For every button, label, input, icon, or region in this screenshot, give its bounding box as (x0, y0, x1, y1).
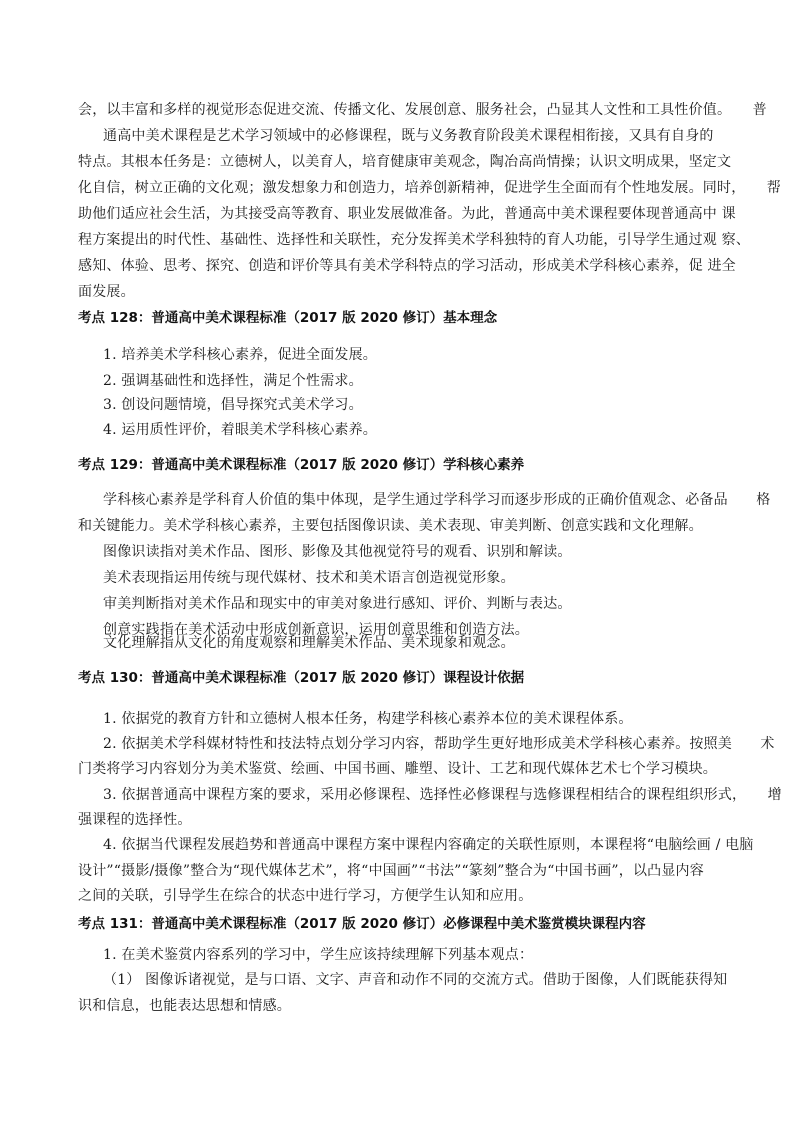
list-item: 1. 培养美术学科核心素养，促进全面发展。 (103, 347, 378, 363)
text-line: 感知、体验、思考、探究、创造和评价等具有美术学科特点的学习活动，形成美术学科核心素养，促 进全 (78, 258, 736, 274)
text-line: 文化理解指从文化的角度观察和理解美术作品、美术现象和观念。 (103, 635, 515, 651)
text-line: 和关键能力。美术学科核心素养，主要包括图像识读、美术表现、审美判断、创意实践和文化理解。 (78, 518, 703, 534)
text-line: 通高中美术课程是艺术学习领域中的必修课程，既与义务教育阶段美术课程相衔接，又具有自身的 (103, 128, 714, 144)
text-line: 审美判断指对美术作品和现实中的审美对象进行感知、评价、判断与表达。 (103, 596, 572, 612)
section-heading-128: 考点 128：普通高中美术课程标准（2017 版 2020 修订）基本理念 (78, 310, 498, 326)
text-line: 2. 依据美术学科媒材特性和技法特点划分学习内容，帮助学生更好地形成美术学科核心素养。按照美 术 (103, 736, 775, 752)
text-line: 会，以丰富和多样的视觉形态促进交流、传播文化、发展创意、服务社会，凸显其人文性和工具性价值。 普 (78, 102, 767, 118)
section-heading-131: 考点 131：普通高中美术课程标准（2017 版 2020 修订）必修课程中美术鉴赏模块课程内容 (78, 916, 646, 932)
text-line: 设计”“摄影/摄像”整合为“现代媒体艺术”，将“中国画”“书法”“篆刻”整合为“中国书画”，以凸显内容 (78, 863, 704, 879)
text-line: 创意实践指在美术活动中形成创新意识，运用创意思维和创造方法。 (103, 622, 529, 638)
text-line: 1. 依据党的教育方针和立德树人根本任务，构建学科核心素养本位的美术课程体系。 (103, 711, 633, 727)
text-line: 之间的关联，引导学生在综合的状态中进行学习，方便学生认知和应用。 (78, 888, 533, 904)
text-line: 强课程的选择性。 (78, 812, 192, 828)
text-line: 门类将学习内容划分为美术鉴赏、绘画、中国书画、雕塑、设计、工艺和现代媒体艺术七个学习模块。 (78, 761, 717, 777)
text-line: 学科核心素养是学科育人价值的集中体现，是学生通过学科学习而逐步形成的正确价值观念、必备品 格 (103, 492, 771, 508)
text-line: 程方案提出的时代性、基础性、选择性和关联性，充分发挥美术学科独特的育人功能，引导学生通过观 察、 (78, 232, 751, 248)
text-line: 美术表现指运用传统与现代媒材、技术和美术语言创造视觉形象。 (103, 570, 515, 586)
text-line: （1） 图像诉诸视觉，是与口语、文字、声音和动作不同的交流方式。借助于图像，人们既能获得知 (103, 972, 728, 988)
list-item: 4. 运用质性评价，着眼美术学科核心素养。 (103, 422, 378, 438)
text-line: 特点。其根本任务是：立德树人，以美育人，培育健康审美观念，陶冶高尚情操；认识文明成果，坚定文 (78, 154, 732, 170)
text-line: 识和信息，也能表达思想和情感。 (78, 998, 291, 1014)
text-line: 1. 在美术鉴赏内容系列的学习中，学生应该持续理解下列基本观点： (103, 947, 534, 963)
text-line: 面发展。 (78, 284, 135, 300)
list-item: 2. 强调基础性和选择性，满足个性需求。 (103, 373, 363, 389)
text-line: 3. 依据普通高中课程方案的要求，采用必修课程、选择性必修课程与选修课程相结合的课程组织形式， 增 (103, 787, 782, 803)
text-line: 4. 依据当代课程发展趋势和普通高中课程方案中课程内容确定的关联性原则，本课程将“电脑绘画 / 电脑 (103, 837, 754, 853)
text-line: 助他们适应社会生活，为其接受高等教育、职业发展做准备。为此，普通高中美术课程要体现普通高中 课 (78, 206, 736, 222)
section-heading-129: 考点 129：普通高中美术课程标准（2017 版 2020 修订）学科核心素养 (78, 457, 525, 473)
list-item: 3. 创设问题情境，倡导探究式美术学习。 (103, 397, 363, 413)
text-line: 化自信，树立正确的文化观；激发想象力和创造力，培养创新精神，促进学生全面而有个性地发展。同时， 帮 (78, 180, 781, 196)
text-line: 图像识读指对美术作品、图形、影像及其他视觉符号的观看、识别和解读。 (103, 544, 572, 560)
section-heading-130: 考点 130：普通高中美术课程标准（2017 版 2020 修订）课程设计依据 (78, 670, 525, 686)
